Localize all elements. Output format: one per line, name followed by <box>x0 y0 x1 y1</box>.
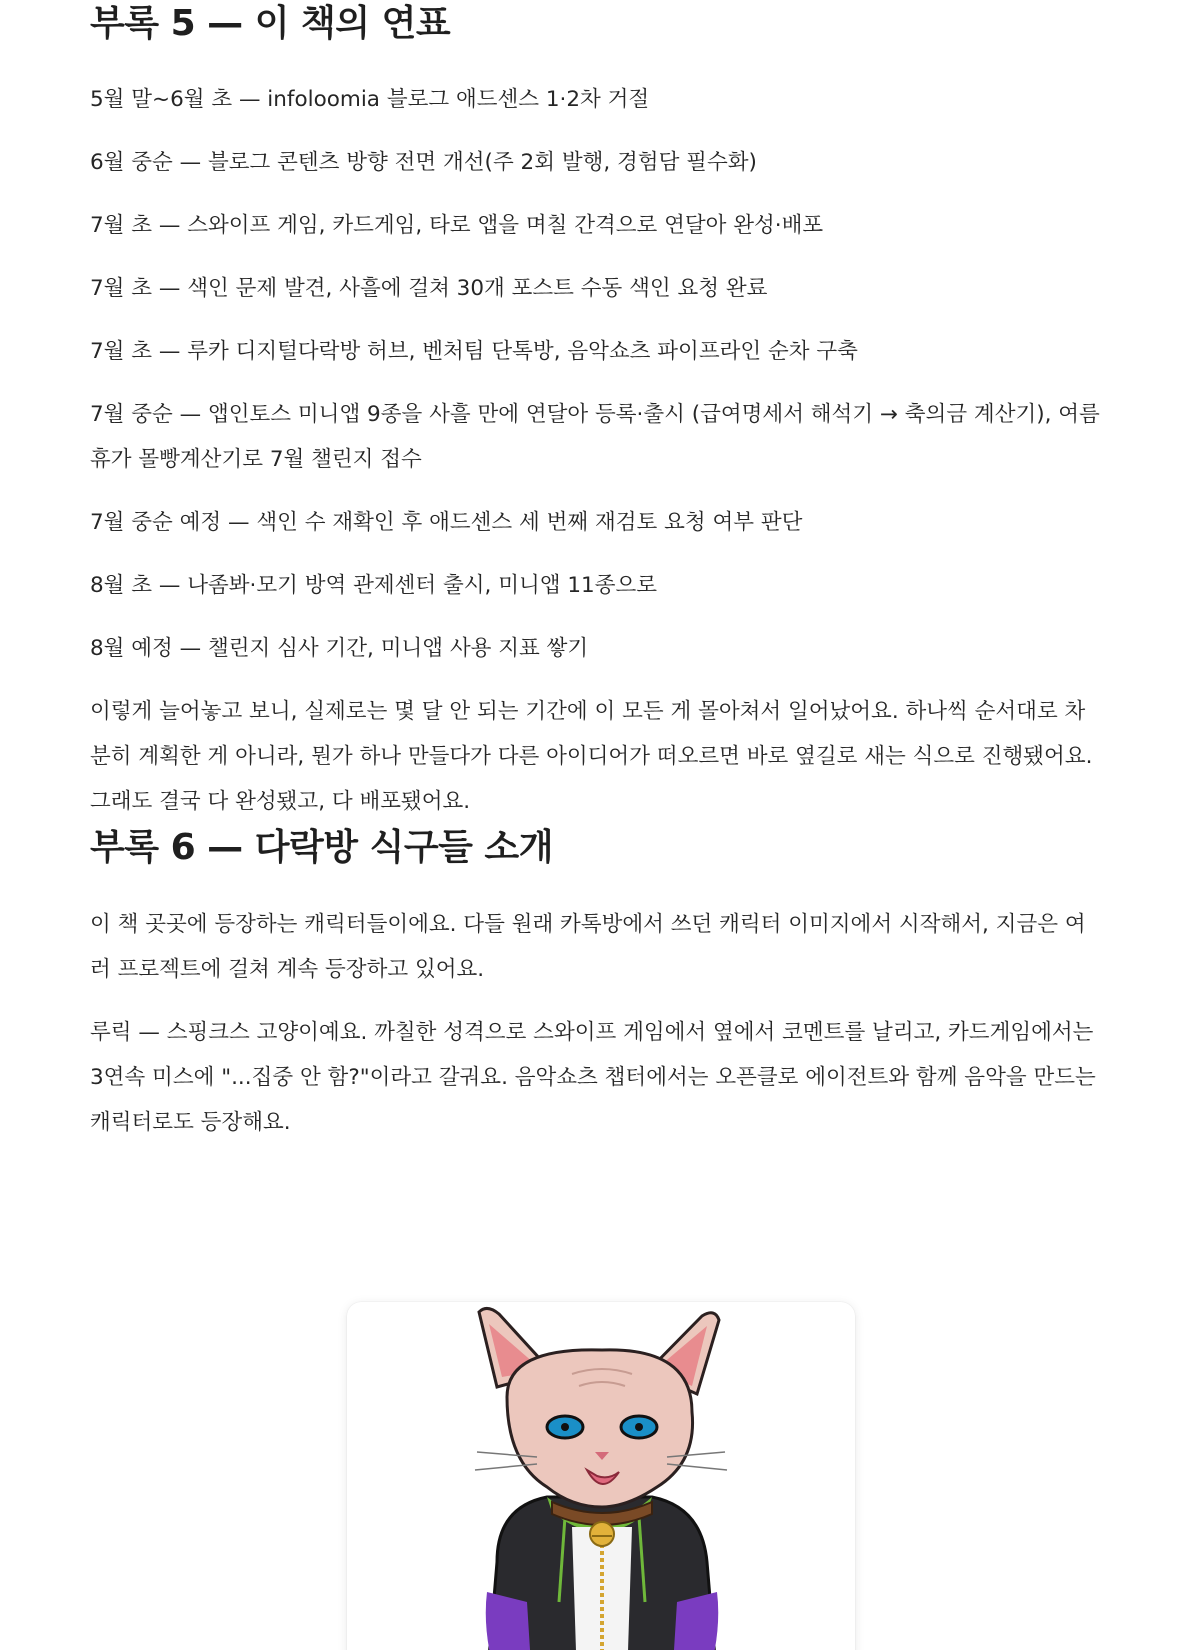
appendix-5-title: 부록 5 — 이 책의 연표 <box>90 3 451 44</box>
timeline-item: 5월 말~6월 초 — infoloomia 블로그 애드센스 1·2차 거절 <box>90 87 650 112</box>
appendix-6-title: 부록 6 — 다락방 식구들 소개 <box>90 827 553 868</box>
character-description-rurik: 루릭 — 스핑크스 고양이예요. 까칠한 성격으로 스와이프 게임에서 옆에서 코멘트를 날리고, 카드게임에서는 3연속 미스에 "...집중 안 함?"이라고 갈궈요. 음악쇼츠 챕터에서는 오픈클로 에이전트와 함께 음악을 만드는 캐릭터로도 등장해요. <box>90 1020 1096 1135</box>
document-content <box>90 0 1100 1145</box>
appendix-5-closing-paragraph: 이렇게 늘어놓고 보니, 실제로는 몇 달 안 되는 기간에 이 모든 게 몰아쳐서 일어났어요. 하나씩 순서대로 차분히 계획한 게 아니라, 뭔가 하나 만들다가 다른 아이디어가 떠오르면 바로 옆길로 새는 식으로 진행됐어요. 그래도 결국 다 완성됐고, 다 배포됐어요. <box>90 699 1093 814</box>
appendix-6-intro-paragraph: 이 책 곳곳에 등장하는 캐릭터들이에요. 다들 원래 카톡방에서 쓰던 캐릭터 이미지에서 시작해서, 지금은 여러 프로젝트에 걸쳐 계속 등장하고 있어요. <box>90 912 1086 982</box>
timeline-item: 8월 초 — 나좀봐·모기 방역 관제센터 출시, 미니앱 11종으로 <box>90 573 658 598</box>
sphynx-cat-illustration-icon <box>347 1302 855 1650</box>
timeline-item: 7월 초 — 색인 문제 발견, 사흘에 걸쳐 30개 포스트 수동 색인 요청 완료 <box>90 276 768 301</box>
timeline-item: 8월 예정 — 챌린지 심사 기간, 미니앱 사용 지표 쌓기 <box>90 636 589 661</box>
timeline-item: 7월 중순 — 앱인토스 미니앱 9종을 사흘 만에 연달아 등록·출시 (급여명세서 해석기 → 축의금 계산기), 여름휴가 몰빵계산기로 7월 챌린지 접수 <box>90 402 1100 472</box>
character-image-card <box>347 1302 855 1650</box>
bell-icon <box>590 1522 614 1546</box>
timeline-item: 6월 중순 — 블로그 콘텐츠 방향 전면 개선(주 2회 발행, 경험담 필수화) <box>90 150 757 175</box>
timeline-item: 7월 중순 예정 — 색인 수 재확인 후 애드센스 세 번째 재검토 요청 여부 판단 <box>90 510 803 535</box>
timeline-item: 7월 초 — 스와이프 게임, 카드게임, 타로 앱을 며칠 간격으로 연달아 완성·배포 <box>90 213 824 238</box>
timeline-item: 7월 초 — 루카 디지털다락방 허브, 벤처팀 단톡방, 음악쇼츠 파이프라인 순차 구축 <box>90 339 858 364</box>
